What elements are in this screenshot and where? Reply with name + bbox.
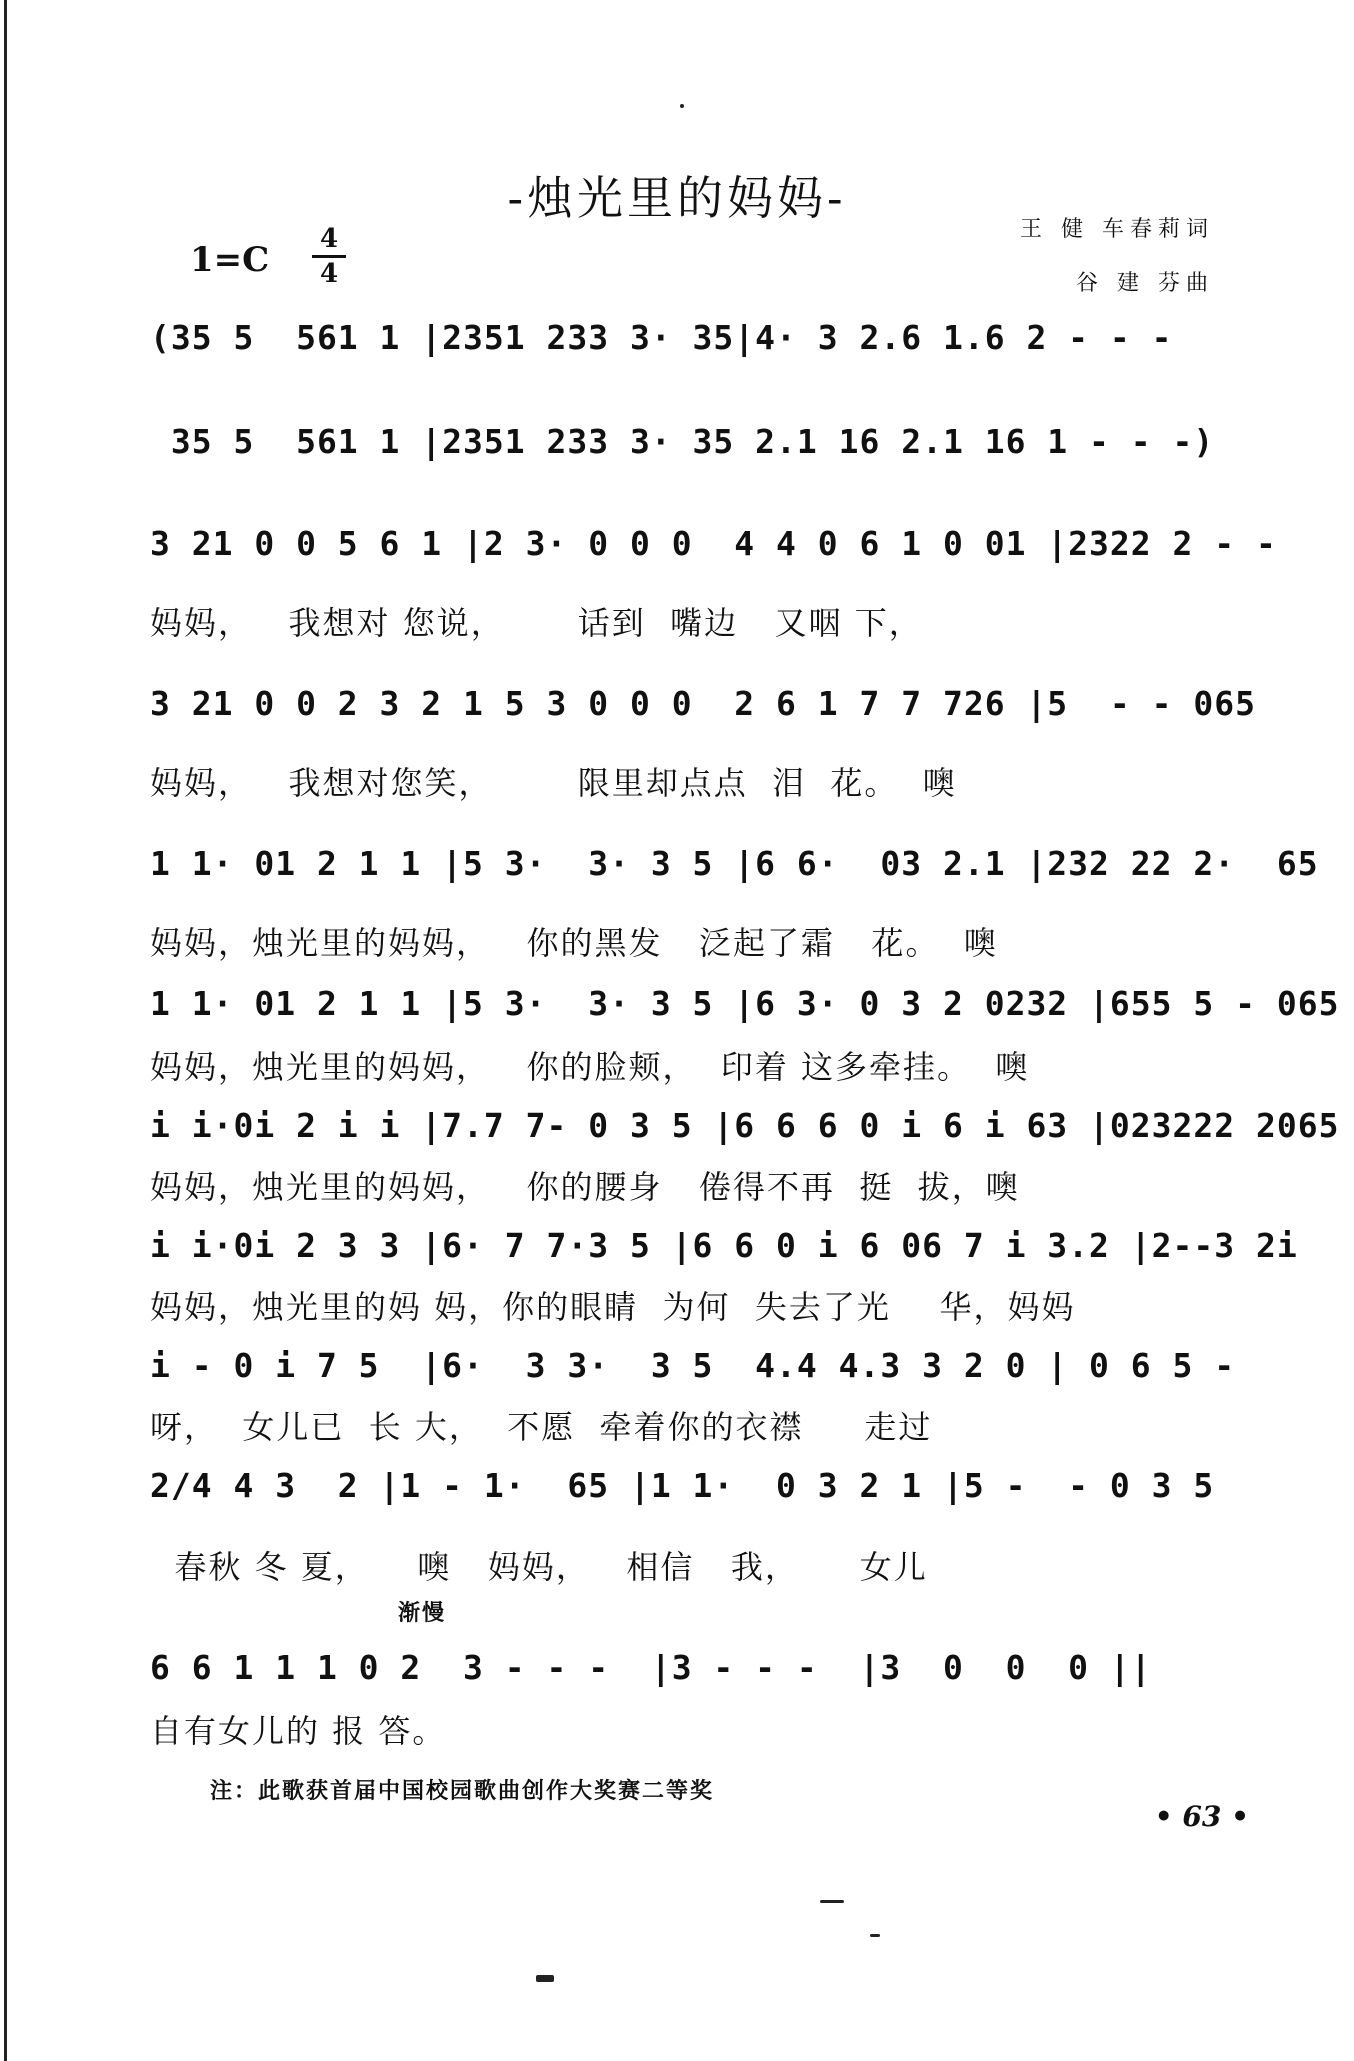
staff-line-9: i - 0 i 7 5 |6· 3 3· 3 5 4.4 4.3 3 2 0 | 0 6 5 - [150,1346,1236,1385]
lyric-line-8: 妈妈，烛光里的妈 妈，你的眼睛 为何 失去了光 华，妈妈 [150,1288,1076,1326]
time-signature-top: 4 [319,224,339,254]
staff-line-2: 35 5 561 1 |2351 233 3· 35 2.1 16 2.1 16 1 - - -) [150,422,1215,461]
time-signature [312,226,346,287]
song-title: -烛光里的妈妈- [507,171,847,225]
time-signature-bottom: 4 [319,259,339,289]
lyric-line-4: 妈妈， 我想对您笑， 限里却点点 泪 花。 噢 [150,764,957,802]
staff-line-7: i i·0i 2 i i |7.7 7- 0 3 5 |6 6 6 0 i 6 i 63 |023222 2065 [150,1106,1340,1145]
tempo-mark: 渐慢 [398,1600,447,1626]
lyric-line-5: 妈妈，烛光里的妈妈， 你的黑发 泛起了霜 花。 噢 [150,924,998,962]
staff-line-11: 6 6 1 1 1 0 2 3 - - - |3 - - - |3 0 0 0 || [150,1648,1152,1687]
staff-line-6: 1 1· 01 2 1 1 |5 3· 3· 3 5 |6 3· 0 3 2 0232 |655 5 - 065 [150,984,1340,1023]
staff-line-3: 3 21 0 0 5 6 1 |2 3· 0 0 0 4 4 0 6 1 0 01 |2322 2 - - [150,524,1277,563]
scan-speck [820,1900,844,1903]
lyric-line-11: 自有女儿的 报 答。 [150,1712,447,1750]
page-number: • 63 • [1154,1800,1249,1833]
scan-speck [870,1934,880,1937]
lyric-line-6: 妈妈，烛光里的妈妈， 你的脸颊， 印着 这多牵挂。 噢 [150,1048,1030,1086]
staff-line-8: i i·0i 2 3 3 |6· 7 7·3 5 |6 6 0 i 6 06 7 i 3.2 |2--3 2i [150,1226,1298,1265]
key-signature: 1=C [190,240,270,280]
lyric-line-7: 妈妈，烛光里的妈妈， 你的腰身 倦得不再 挺 拔，噢 [150,1168,1020,1206]
scan-speck [680,104,684,108]
footnote: 注：此歌获首届中国校园歌曲创作大奖赛二等奖 [210,1778,715,1804]
staff-line-4: 3 21 0 0 2 3 2 1 5 3 0 0 0 2 6 1 7 7 726 |5 - - 065 [150,684,1256,723]
lyricist-credit: 王 健 车春莉词 [1020,217,1214,242]
lyric-line-10: 春秋 冬 夏， 噢 妈妈， 相信 我， 女儿 [150,1548,928,1586]
scan-speck [536,1975,554,1982]
staff-line-1: (35 5 561 1 |2351 233 3· 35|4· 3 2.6 1.6 2 - - - [150,318,1173,357]
lyric-line-9: 呀， 女儿已 长 大， 不愿 牵着你的衣襟 走过 [150,1408,933,1446]
staff-line-5: 1 1· 01 2 1 1 |5 3· 3· 3 5 |6 6· 03 2.1 |232 22 2· 65 [150,844,1319,883]
page-edge-rule [4,0,7,2061]
lyric-line-3: 妈妈， 我想对 您说， 话到 嘴边 又咽 下， [150,604,923,642]
composer-credit: 谷 建 芬曲 [1076,271,1214,296]
staff-line-10: 2/4 4 3 2 |1 - 1· 65 |1 1· 0 3 2 1 |5 - - 0 3 5 [150,1466,1215,1505]
